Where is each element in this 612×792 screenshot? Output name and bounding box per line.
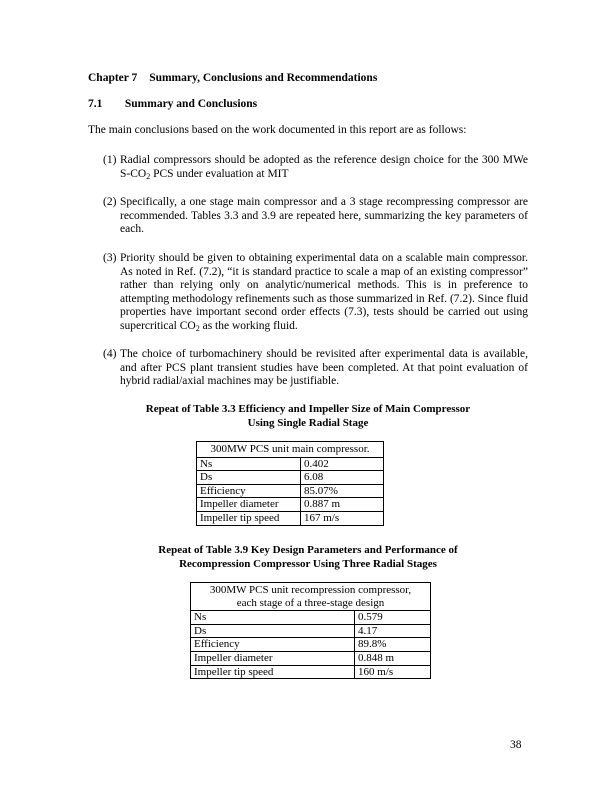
table-cell-label: Impeller tip speed [197,511,301,525]
table-cell-value: 0.848 m [355,651,431,665]
chapter-title: Summary, Conclusions and Recommendations [149,72,378,84]
table-row [191,651,431,665]
intro-paragraph: The main conclusions based on the work documented in this report are as follows: [88,124,467,136]
conclusion-item-4 [103,348,528,389]
table-cell-value: 0.402 [301,457,384,471]
table1-caption [88,402,528,430]
table2-caption [88,543,528,571]
table-cell-label: Efficiency [197,484,301,498]
table-cell-value: 167 m/s [301,511,384,525]
table-cell-value: 0.579 [355,611,431,625]
table-header-row [197,442,384,458]
conclusion-item-2 [103,196,528,237]
item-marker: (3) [103,252,117,264]
section-title: Summary and Conclusions [124,98,258,110]
chapter-number: Chapter 7 [88,72,138,84]
table-header [191,583,431,611]
table-cell-label: Impeller tip speed [191,665,355,679]
table-cell-label: Ns [191,611,355,625]
item-text: Priority should be given to obtaining experimental data on a scalable main compressor. As noted in Ref. (7.2), “it is standard practice to scale a map of an existing compressor” rather than relying only on analytic/numerical methods. This is in preference to attempting methodology refinements such as those summarized in Ref. (7.2). Since fluid properties have important second order effects (7.3), tests should be carried out using supercritical $CO_2$ as the working fluid. [120,252,528,333]
table-row [197,471,384,485]
table-header-row [191,583,431,611]
table-header-line1: 300MW PCS unit recompression compressor, [209,584,412,596]
table-row [191,638,431,652]
table-cell-value: 6.08 [301,471,384,485]
table-row [191,624,431,638]
table1-caption-line1: Repeat of Table 3.3 Efficiency and Impeller Size of Main Compressor [145,403,471,415]
table-cell-label: Ds [191,624,355,638]
section-number: 7.1 [88,98,103,110]
conclusion-item-3 [103,252,528,334]
table2-caption-line1: Repeat of Table 3.9 Key Design Parameters and Performance of [158,544,458,556]
item-text: The choice of turbomachinery should be revisited after experimental data is available, and after PCS plant transient studies have been completed. At that point evaluation of hybrid radial/axial machines may be justifiable. [120,348,528,388]
table-header: 300MW PCS unit main compressor. [197,442,384,458]
table-row [197,498,384,512]
table-cell-value: 0.887 m [301,498,384,512]
recompression-compressor-table [190,582,431,679]
table-row [191,611,431,625]
item-marker: (2) [103,196,117,208]
page-number: 38 [510,739,522,751]
table-cell-value: 85.07% [301,484,384,498]
item-marker: (1) [103,154,117,166]
table-cell-label: Ds [197,471,301,485]
main-compressor-table [196,441,384,526]
table1-caption-line2: Using Single Radial Stage [247,417,369,429]
chapter-heading [88,72,377,84]
table-cell-label: Efficiency [191,638,355,652]
item-text: Specifically, a one stage main compressor and a 3 stage recompressing compressor are recommended. Tables 3.3 and 3.9 are repeated here, summarizing the key parameters of each. [120,196,528,236]
section-heading [88,98,257,110]
table-cell-label: Impeller diameter [197,498,301,512]
item-marker: (4) [103,348,117,360]
table-row [191,665,431,679]
table-row [197,511,384,525]
table-cell-label: Ns [197,457,301,471]
table-cell-label: Impeller diameter [191,651,355,665]
item-text: Radial compressors should be adopted as the reference design choice for the 300 MWe $S-CO_2$ PCS under evaluation at MIT [120,154,528,181]
table-cell-value: 4.17 [355,624,431,638]
table-row [197,457,384,471]
table2-caption-line2: Recompression Compressor Using Three Radial Stages [179,558,437,570]
table-row [197,484,384,498]
conclusion-item-1 [103,154,528,181]
table-cell-value: 89.8% [355,638,431,652]
table-cell-value: 160 m/s [355,665,431,679]
table-header-line2: each stage of a three-stage design [236,596,385,609]
